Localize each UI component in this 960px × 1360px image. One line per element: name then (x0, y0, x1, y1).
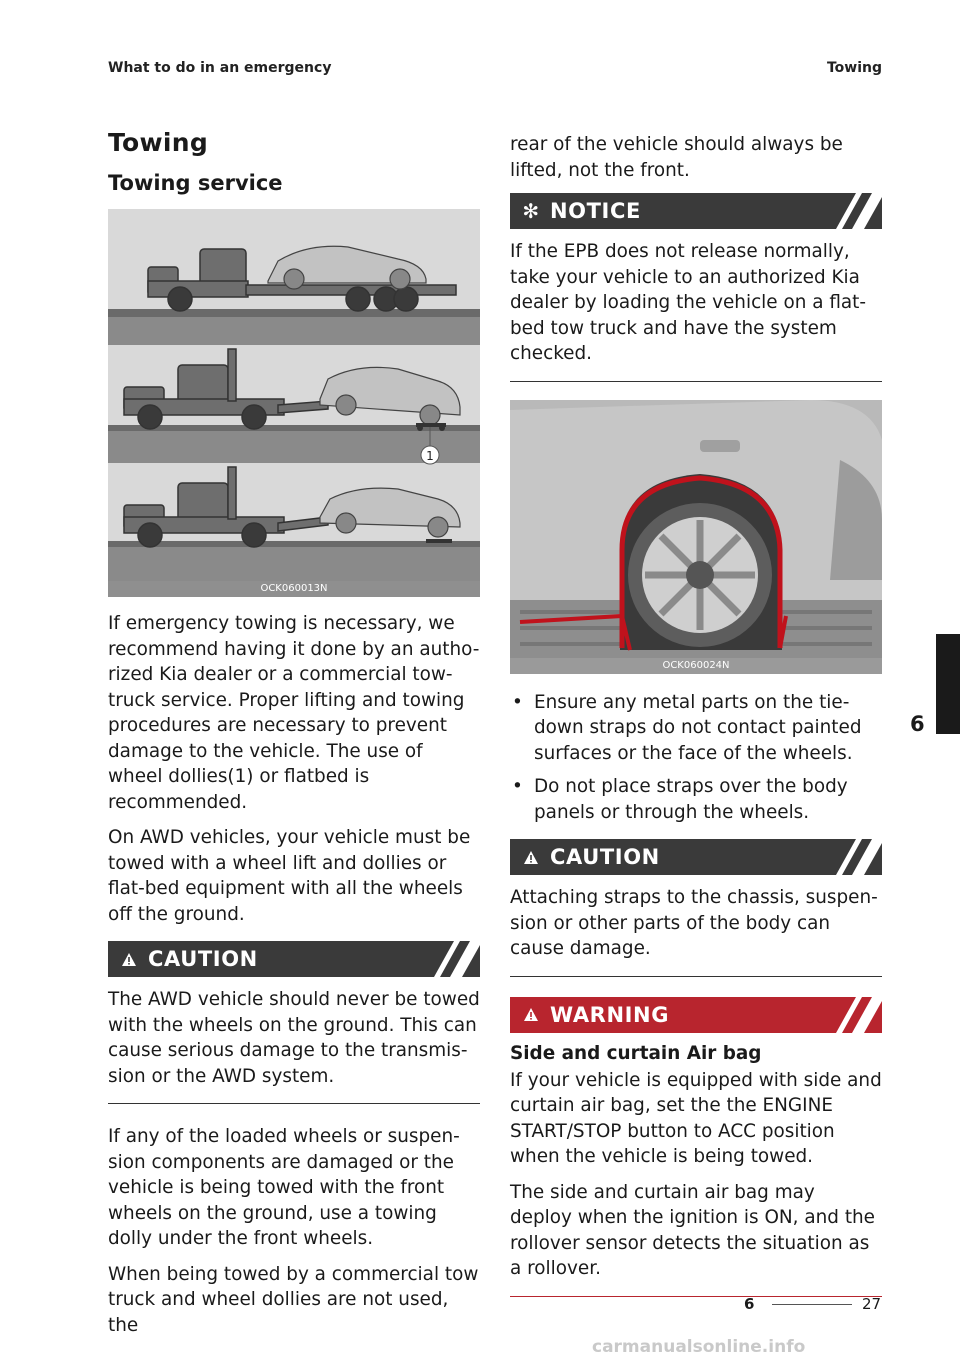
warning-triangle-icon (520, 850, 542, 865)
caution-label: CAUTION (550, 845, 660, 869)
towing-illustration (108, 209, 480, 597)
notice-banner (510, 193, 882, 229)
tow-truck-with-dollies (124, 467, 328, 547)
paragraph-commercial-tow: When being towed by a commercial tow truck and wheel dollies are not used, the (108, 1263, 479, 1336)
watermark: carmanualsonline.info (592, 1337, 806, 1357)
footer-divider (772, 1304, 852, 1305)
chapter-tab (936, 634, 960, 734)
warning-triangle-icon (118, 952, 140, 967)
caution-banner (510, 839, 882, 875)
caution-label: CAUTION (148, 947, 258, 971)
towed-car-on-dollies (320, 488, 460, 537)
wheel-lift-truck (124, 349, 328, 429)
figure-code: OCK060013N (108, 581, 480, 597)
towed-car-front-lifted (320, 367, 460, 425)
header-section-title: What to do in an emergency (108, 60, 332, 76)
page-title: Towing (108, 128, 209, 157)
asterisk-icon: ✻ (522, 199, 540, 223)
warning-banner (510, 997, 882, 1033)
warning-text-1: If your vehicle is equipped with side and curtain air bag, set the the ENGINE START/STOP button to ACC position when the vehicle is being towed. (510, 1069, 882, 1167)
banner-slash-decoration (822, 193, 882, 229)
caution-end-rule (510, 976, 882, 977)
tie-down-strap-figure (510, 400, 882, 674)
notice-label: NOTICE (550, 199, 641, 223)
section-subtitle: Towing service (108, 171, 283, 195)
strap-illustration (510, 400, 882, 674)
paragraph-continued: rear of the vehicle should always be lifted, not the front. (510, 134, 843, 181)
warning-triangle-icon (520, 1007, 542, 1022)
banner-slash-decoration (420, 941, 480, 977)
paragraph-awd-towing: On AWD vehicles, your vehicle must be towed with a wheel lift and dollies or flat-bed equipment with all the wheels off the ground. (108, 827, 471, 925)
warning-subtitle: Side and curtain Air bag (510, 1042, 762, 1064)
figure-code: OCK060024N (510, 658, 882, 674)
notice-text: If the EPB does not release normally, take your vehicle to an authorized Kia dealer by loading the vehicle on a flat-bed tow truck and have the system checked. (510, 241, 867, 364)
towing-methods-figure (108, 209, 480, 597)
chapter-tab-number: 6 (910, 712, 925, 736)
right-column (510, 132, 882, 1297)
car-on-flatbed (268, 246, 426, 289)
warning-label: WARNING (550, 1002, 670, 1027)
banner-slash-decoration (822, 997, 882, 1033)
footer-chapter: 6 (744, 1295, 755, 1313)
warning-text-2: The side and curtain air bag may deploy when the ignition is ON, and the rollover sensor detects the situation as a rollover. (510, 1181, 876, 1279)
dolly-callout-number: 1 (426, 449, 434, 463)
banner-slash-decoration (822, 839, 882, 875)
notice-end-rule (510, 381, 882, 382)
footer-page-number: 27 (862, 1295, 882, 1313)
paragraph-towing-recommendation: If emergency towing is necessary, we recommend having it done by an autho-rized Kia dealer or a commercial tow-truck service. Proper lifting and towing procedures are necessary to prevent damage to the vehicle. The use of wheel dollies(1) or flatbed is recommended. (108, 613, 480, 813)
strap-bullet-list (510, 690, 882, 826)
caution-text: Attaching straps to the chassis, suspen-sion or other parts of the body can cause damage. (510, 887, 878, 959)
bullet-text: Ensure any metal parts on the tie-down straps do not contact painted surfaces or the face of the wheels. (534, 691, 862, 764)
bullet-text: Do not place straps over the body panels or through the wheels. (534, 776, 848, 823)
list-item: • Do not place straps over the body panels or through the wheels. (512, 776, 848, 823)
header-topic: Towing (826, 60, 882, 76)
warning-end-rule (510, 1296, 882, 1297)
caution-end-rule (108, 1103, 480, 1104)
caution-text: The AWD vehicle should never be towed with the wheels on the ground. This can cause serious damage to the transmis-sion or the AWD system. (108, 989, 480, 1087)
left-column (108, 128, 480, 1348)
list-item: • Ensure any metal parts on the tie-down straps do not contact painted surfaces or the face of the wheels. (512, 691, 862, 764)
paragraph-damaged-wheels: If any of the loaded wheels or suspen-sion components are damaged or the vehicle is being towed with the front wheels on the ground, use a towing dolly under the front wheels. (108, 1126, 460, 1249)
caution-banner (108, 941, 480, 977)
